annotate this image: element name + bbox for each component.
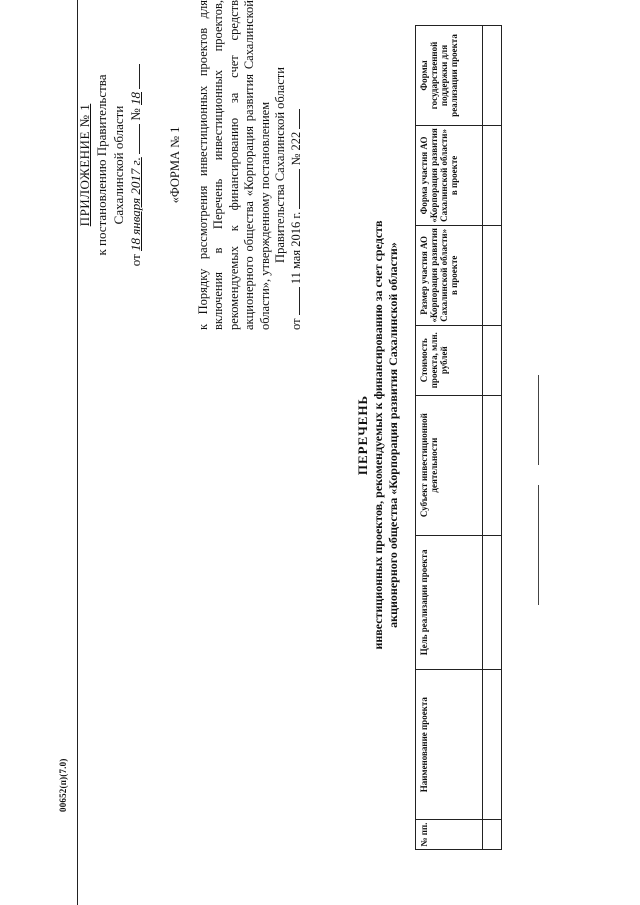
appendix-block	[76, 15, 144, 315]
list-title: ПЕРЕЧЕНЬ	[355, 394, 370, 476]
form-title: «ФОРМА № 1	[168, 126, 182, 204]
appendix-number: 18	[128, 92, 143, 105]
appendix-date-prefix: от	[128, 254, 143, 267]
appendix-date-line	[127, 15, 144, 315]
signature-line	[538, 485, 539, 605]
col-state-support: Формы государственной поддержки для реализации проекта	[416, 26, 483, 126]
form-num-label: №	[288, 153, 303, 166]
signature-line	[538, 375, 539, 465]
col-investor: Субъект инвестиционной деятельности	[416, 395, 483, 535]
projects-table	[415, 25, 502, 850]
form-code: 00652(п)(7.0)	[58, 758, 68, 812]
appendix-line2: Сахалинской области	[111, 105, 126, 225]
form-date-prefix: от	[288, 318, 303, 330]
col-participation-size: Размер участия АО «Корпорация развития Сахалинской области» в проекте	[416, 225, 483, 325]
form-date-line	[289, 0, 305, 330]
col-participation-form: Форма участия АО «Корпорация развития Сахалинской области» в проекте	[416, 125, 483, 225]
form-number: 222	[288, 131, 303, 151]
list-subtitle-2: акционерного общества «Корпорация развития Сахалинской области»	[386, 242, 400, 628]
col-project-goal: Цель реализации проекта	[416, 535, 483, 670]
appendix-title: ПРИЛОЖЕНИЕ № 1	[77, 103, 92, 227]
col-number: № пп.	[416, 820, 483, 850]
table-header-row	[416, 26, 483, 850]
list-heading	[355, 85, 401, 785]
col-project-name: Наименование проекта	[416, 670, 483, 820]
appendix-num-label: №	[128, 108, 143, 121]
list-subtitle-1: инвестиционных проектов, рекомендуемых к финансированию за счет средств	[371, 220, 385, 650]
table-row	[483, 26, 502, 850]
form-text: к Порядку рассмотрения инвестиционных проектов для включения в Перечень инвестиционных проектов, рекомендуемых к финансированию за счет средств акционерного общества «Корпорация развития Сахалинской области», утвержденному постановлением	[195, 0, 272, 330]
col-cost: Стоимость проекта, млн. рублей	[416, 325, 483, 395]
form-block	[168, 0, 304, 330]
appendix-line1: к постановлению Правительства	[94, 74, 109, 256]
form-date: 11 мая 2016 г.	[288, 211, 303, 285]
appendix-date: 18 января 2017 г.	[128, 157, 143, 251]
form-gov-line: Правительства Сахалинской области	[273, 67, 287, 263]
